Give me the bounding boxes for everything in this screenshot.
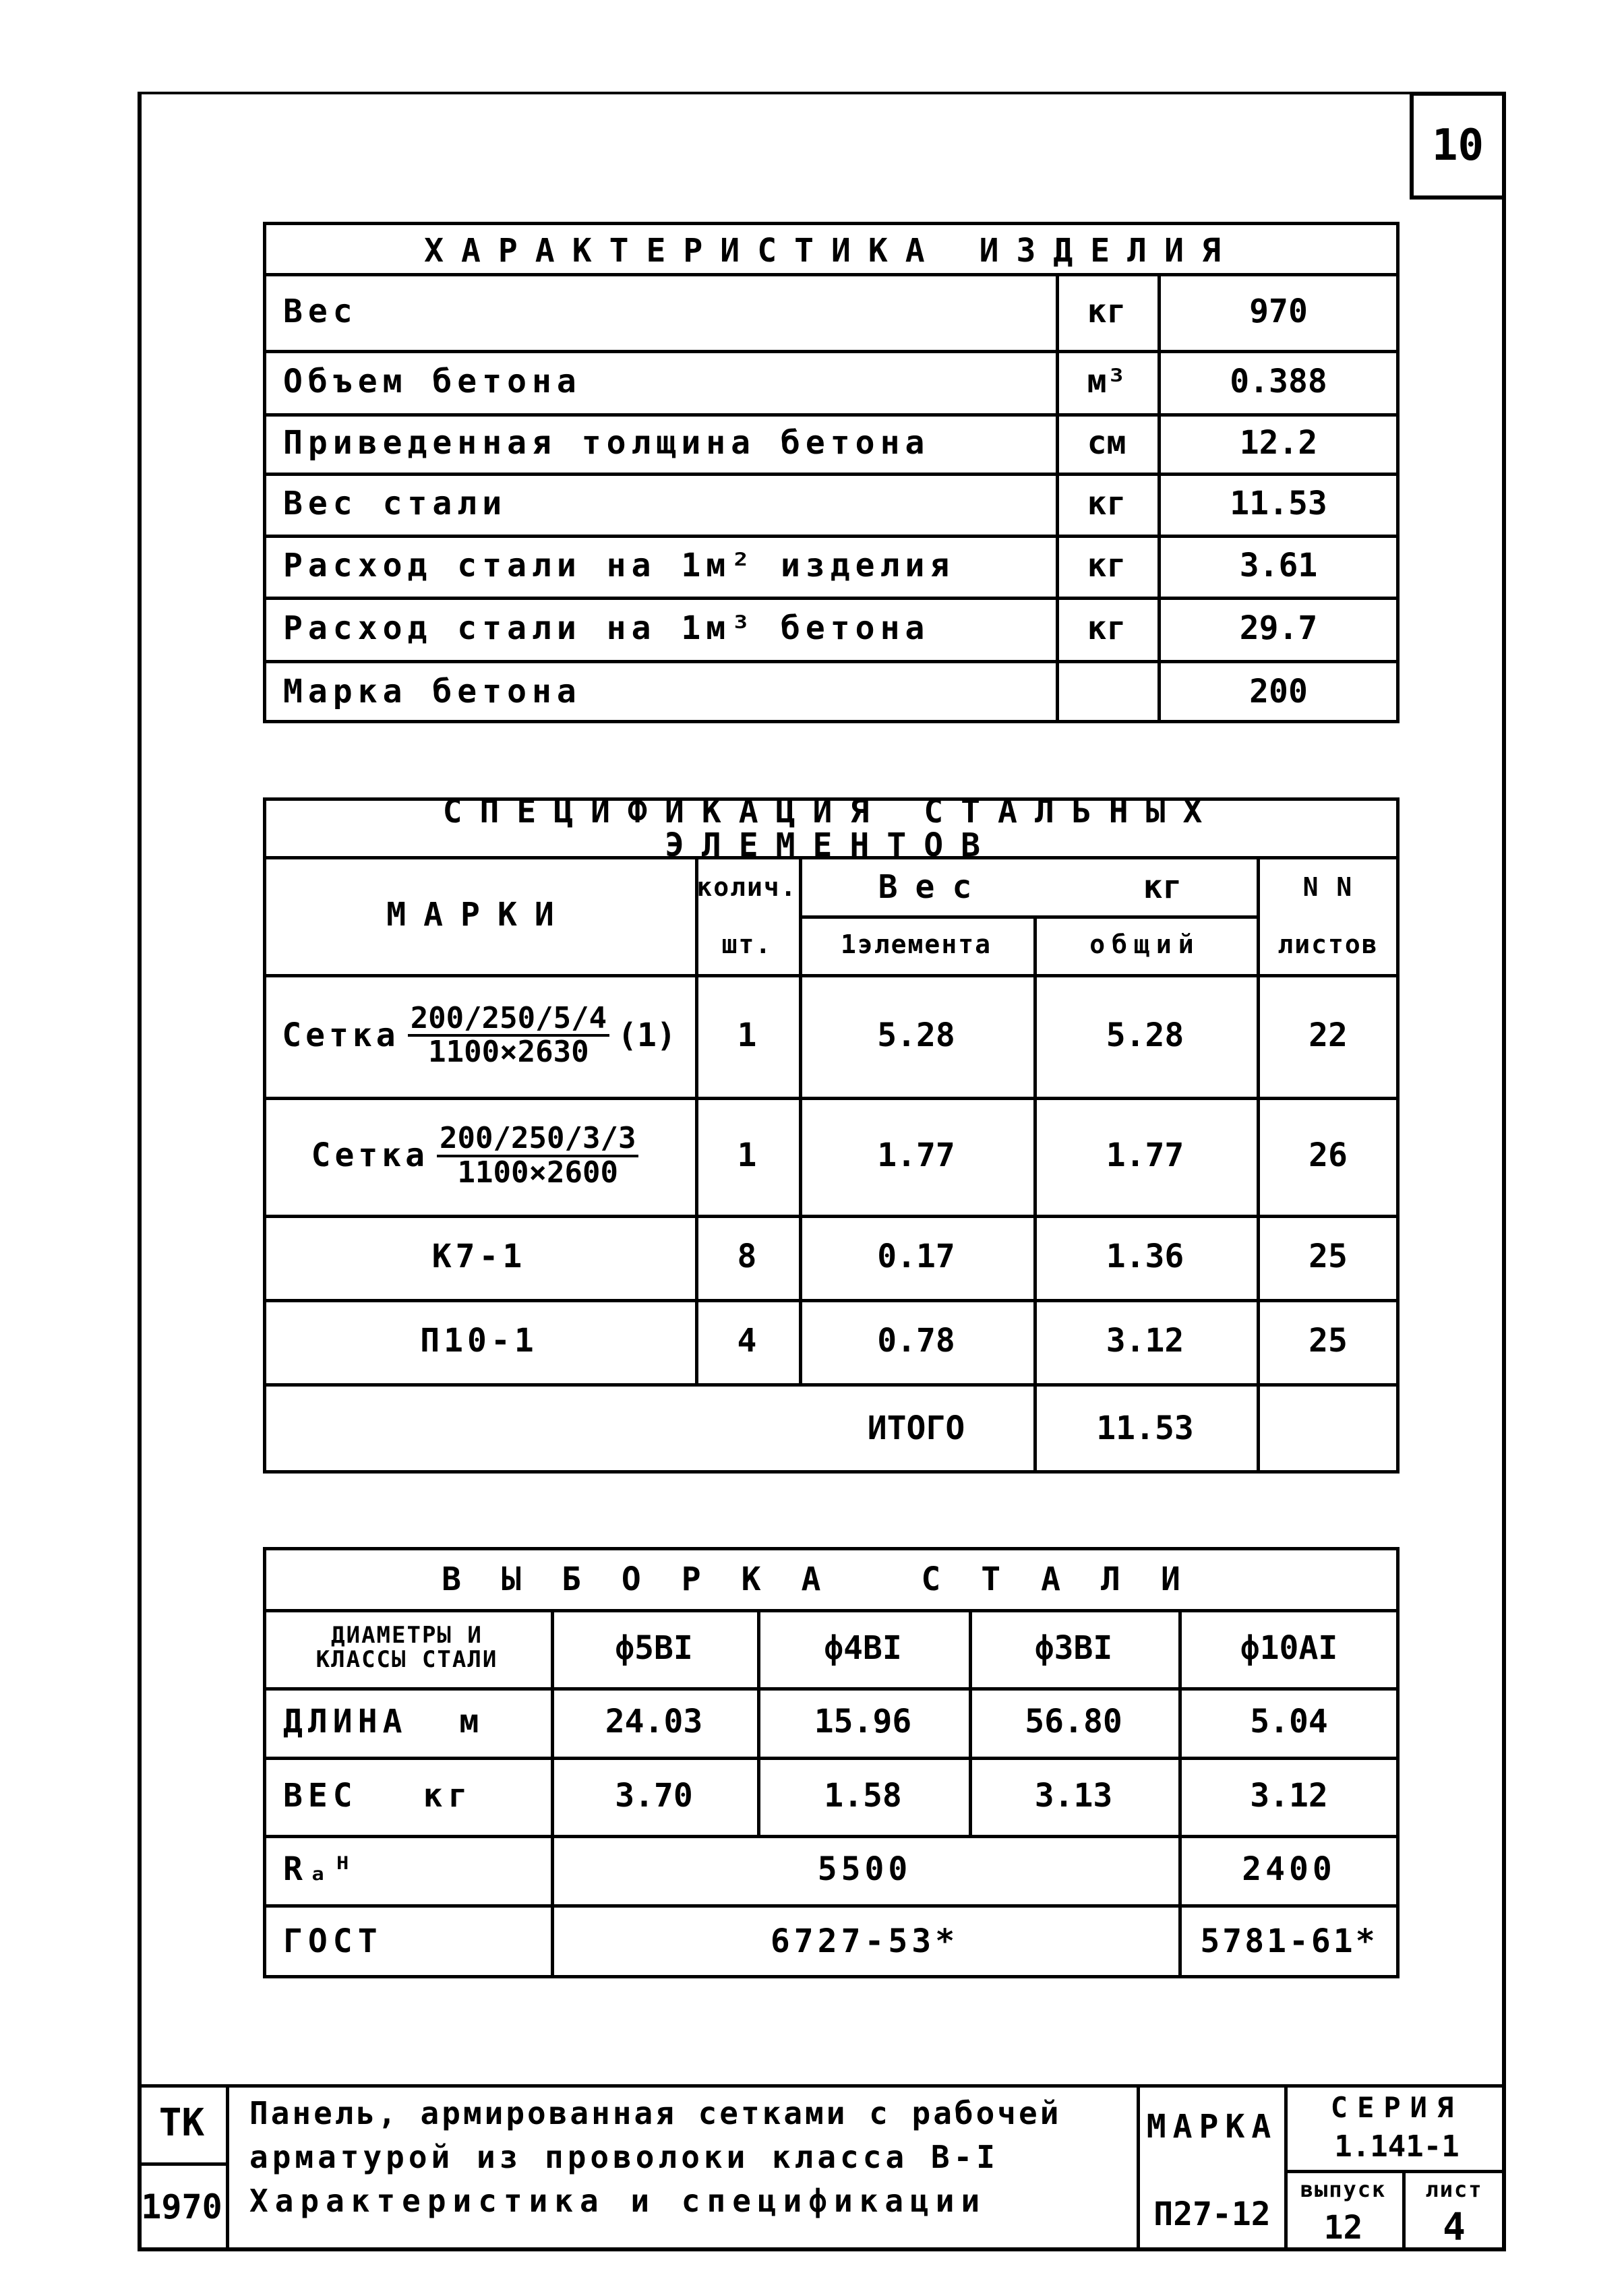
characteristic-value: 12.2 [1239, 423, 1318, 462]
weight-one: 0.78 [877, 1322, 955, 1360]
weight-total: 1.77 [1106, 1136, 1184, 1175]
characteristic-name: Марка бетона [283, 672, 582, 710]
characteristic-name: Приведенная толщина бетона [283, 423, 930, 462]
header-weight-one: 1элемента [841, 929, 992, 959]
header-label-2: КЛАССЫ СТАЛИ [315, 1646, 498, 1673]
qty: 1 [737, 1136, 757, 1175]
sheet-ref: 25 [1309, 1238, 1348, 1276]
total-value: 11.53 [1096, 1409, 1194, 1447]
header-diameter: ф5ВI [615, 1629, 693, 1667]
gost-value: 5781-61* [1200, 1922, 1378, 1960]
mark-cell [263, 1097, 695, 1215]
header-label-1: ДИАМЕТРЫ И [331, 1622, 483, 1649]
length-value: 15.96 [814, 1703, 912, 1741]
characteristic-value: 0.388 [1230, 362, 1327, 400]
mesh-fraction [408, 1000, 609, 1069]
header-qty-top: колич. [696, 872, 798, 902]
header-sheets-top: N N [1302, 872, 1354, 902]
header-marks: МАРКИ [386, 896, 572, 934]
header-sheets-bottom: листов [1277, 929, 1379, 959]
characteristic-value: 11.53 [1230, 484, 1327, 522]
header-diameter: ф10АI [1240, 1629, 1338, 1667]
characteristic-unit: м³ [1087, 362, 1126, 400]
mark-label: МАРКА [1146, 2107, 1278, 2146]
fraction-top: 200/250/5/4 [408, 1003, 609, 1037]
qty: 8 [737, 1238, 757, 1276]
mark-suffix: (1) [618, 1016, 676, 1054]
header-weight-total: общий [1089, 929, 1201, 959]
issue-value: 12 [1323, 2208, 1363, 2247]
mesh-fraction [437, 1123, 638, 1188]
header-diameter: ф3ВI [1034, 1629, 1113, 1667]
weight-value: 3.12 [1250, 1776, 1328, 1815]
sheet-ref: 22 [1309, 1016, 1348, 1054]
characteristic-unit: кг [1087, 484, 1126, 522]
fraction-bottom: 1100×2630 [428, 1035, 589, 1069]
characteristic-name: Объем бетона [283, 362, 582, 400]
org-code: ТК [158, 2100, 205, 2145]
issue-label: выпуск [1300, 2177, 1387, 2203]
weight-one: 1.77 [877, 1136, 955, 1175]
ra-label: Rₐᴴ [283, 1850, 358, 1889]
characteristic-value: 3.61 [1239, 546, 1318, 584]
qty: 1 [737, 1016, 757, 1054]
mark-value: П27-12 [1153, 2195, 1271, 2233]
weight-total: 3.12 [1106, 1322, 1184, 1360]
characteristic-name: Расход стали на 1м² изделия [283, 546, 955, 584]
steel-title: ВЫБОРКА СТАЛИ [442, 1560, 1221, 1599]
weight-one: 0.17 [877, 1238, 955, 1276]
weight-label: ВЕС кг [283, 1776, 473, 1815]
characteristic-name: Вес [283, 292, 358, 330]
mark-name: К7-1 [431, 1238, 527, 1276]
mark-cell [263, 1215, 695, 1299]
characteristic-unit: см [1087, 423, 1126, 462]
gost-value: 6727-53* [770, 1922, 959, 1960]
total-label: ИТОГО [867, 1409, 965, 1447]
sheet-value: 4 [1443, 2205, 1466, 2249]
length-value: 24.03 [605, 1703, 703, 1741]
weight-value: 1.58 [824, 1776, 902, 1815]
characteristic-value: 970 [1249, 292, 1308, 330]
characteristic-unit: кг [1087, 609, 1126, 647]
specification-title: СПЕЦИФИКАЦИЯ СТАЛЬНЫХ ЭЛЕМЕНТОВ [442, 792, 1220, 864]
sheet-ref: 26 [1309, 1136, 1348, 1175]
header-weight: Вес [878, 868, 990, 907]
sheet-label: лист [1425, 2177, 1483, 2203]
characteristic-unit: кг [1087, 546, 1126, 584]
series-label: СЕРИЯ [1330, 2090, 1464, 2124]
mark-cell [263, 1299, 695, 1383]
length-value: 56.80 [1025, 1703, 1122, 1741]
characteristic-value: 200 [1249, 672, 1308, 710]
mark-name: Сетка [282, 1016, 400, 1054]
col-divider [1157, 273, 1161, 723]
sheet-ref: 25 [1309, 1322, 1348, 1360]
weight-total: 1.36 [1106, 1238, 1184, 1276]
weight-one: 5.28 [877, 1016, 955, 1054]
year: 1970 [141, 2187, 222, 2226]
characteristic-unit [1056, 660, 1157, 723]
qty: 4 [737, 1322, 757, 1360]
weight-value: 3.70 [615, 1776, 693, 1815]
weight-value: 3.13 [1034, 1776, 1113, 1815]
description-line-2: арматурой из проволоки класса В-I [249, 2138, 999, 2175]
length-label: ДЛИНА м [283, 1703, 485, 1741]
characteristic-unit: кг [1087, 292, 1126, 330]
length-value: 5.04 [1250, 1703, 1328, 1741]
weight-total: 5.28 [1106, 1016, 1184, 1054]
col-divider [1056, 273, 1059, 723]
characteristic-name: Расход стали на 1м³ бетона [283, 609, 930, 647]
description-line-3: Характеристика и спецификации [249, 2182, 987, 2219]
characteristic-value: 29.7 [1239, 609, 1318, 647]
mark-cell [263, 974, 695, 1097]
gost-label: ГОСТ [283, 1922, 383, 1960]
header-diameters [263, 1609, 551, 1687]
header-qty-bottom: шт. [721, 929, 773, 959]
characteristic-name: Вес стали [283, 484, 508, 522]
ra-value: 2400 [1242, 1850, 1336, 1889]
characteristics-title: ХАРАКТЕРИСТИКА ИЗДЕЛИЯ [424, 231, 1238, 270]
header-diameter: ф4ВI [824, 1629, 902, 1667]
description-line-1: Панель, армированная сетками с рабочей [249, 2094, 1062, 2131]
ra-value: 5500 [817, 1850, 912, 1889]
sheet-number: 10 [1410, 92, 1506, 200]
fraction-top: 200/250/3/3 [437, 1123, 638, 1157]
header-weight-unit: кг [1143, 868, 1182, 907]
mark-name: П10-1 [420, 1322, 538, 1360]
fraction-bottom: 1100×2600 [457, 1155, 618, 1190]
mark-name: Сетка [311, 1136, 429, 1175]
series-value: 1.141-1 [1334, 2129, 1460, 2164]
